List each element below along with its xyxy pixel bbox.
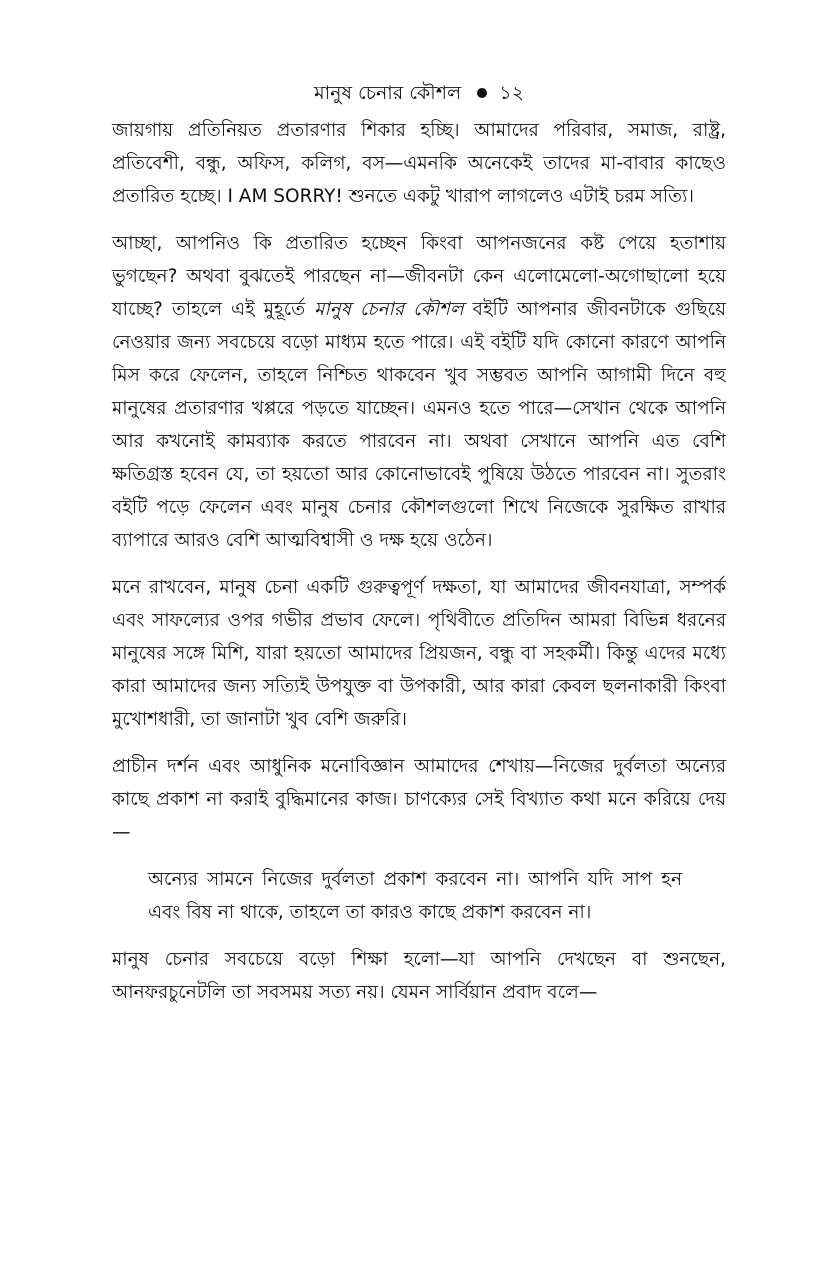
paragraph-2 <box>112 227 726 557</box>
paragraph-1: জায়গায় প্রতিনিয়ত প্রতারণার শিকার হচ্ছি। আমাদের পরিবার, সমাজ, রাষ্ট্র, প্রতিবেশী, বন্ধু, অফিস, কলিগ, বস—এমনকি অনেকেই তাদের মা-বাবার কাছেও প্রতারিত হচ্ছে। I AM SORRY! শুনতে একটু খারাপ লাগলেও এটাই চরম সত্যি। <box>112 120 726 207</box>
paragraph-2-before-italic: আচ্ছা, আপনিও কি প্রতারিত হচ্ছেন কিংবা আপনজনের কষ্ট পেয়ে হতাশায় ভুগছেন? অথবা বুঝতেই পারছেন না—জীবনটা কেন এলোমেলো-অগোছালো হয়ে যাচ্ছে? তাহলে এই মুহূর্তে <box>112 233 726 320</box>
paragraph-2-after-italic: বইটি আপনার জীবনটাকে গুছিয়ে নেওয়ার জন্য সবচেয়ে বড়ো মাধ্যম হতে পারে। এই বইটি যদি কোনো কারণে আপনি মিস করে ফেলেন, তাহলে নিশ্চিত থাকবেন খুব সম্ভবত আপনি আগামী দিনে বহু মানুষের প্রতারণার খপ্পরে পড়তে যাচ্ছেন। এমনও হতে পারে—সেখান থেকে আপনি আর কখনোই কামব্যাক করতে পারবেন না। অথবা সেখানে আপনি এত বেশি ক্ষতিগ্রস্ত হবেন যে, তা হয়তো আর কোনোভাবেই পুষিয়ে উঠতে পারবেন না। সুতরাং বইটি পড়ে ফেলেন এবং মানুষ চেনার কৌশলগুলো শিখে নিজেকে সুরক্ষিত রাখার ব্যাপারে আরও বেশি আত্মবিশ্বাসী ও দক্ষ হয়ে ওঠেন। <box>112 299 727 551</box>
block-quote: অন্যের সামনে নিজের দুর্বলতা প্রকাশ করবেন না। আপনি যদি সাপ হন এবং বিষ না থাকে, তাহলে তা কারও কাছে প্রকাশ করবেন না। <box>148 869 682 923</box>
book-title: মানুষ চেনার কৌশল <box>314 82 462 104</box>
bullet-dot-icon <box>477 88 487 98</box>
paragraph-3: মনে রাখবেন, মানুষ চেনা একটি গুরুত্বপূর্ণ দক্ষতা, যা আমাদের জীবনযাত্রা, সম্পর্ক এবং সাফল্যের ওপর গভীর প্রভাব ফেলে। পৃথিবীতে প্রতিদিন আমরা বিভিন্ন ধরনের মানুষের সঙ্গে মিশি, যারা হয়তো আমাদের প্রিয়জন, বন্ধু বা সহকর্মী। কিন্তু এদের মধ্যে কারা আমাদের জন্য সত্যিই উপযুক্ত বা উপকারী, আর কারা কেবল ছলনাকারী কিংবা মুখোশধারী, তা জানাটা খুব বেশি জরুরি। <box>112 577 726 730</box>
running-header <box>112 78 726 108</box>
page-number: ১২ <box>499 82 524 104</box>
paragraph-4: প্রাচীন দর্শন এবং আধুনিক মনোবিজ্ঞান আমাদের শেখায়—নিজের দুর্বলতা অন্যের কাছে প্রকাশ না করাই বুদ্ধিমানের কাজ। চাণক্যের সেই বিখ্যাত কথা মনে করিয়ে দেয়— <box>112 756 726 843</box>
book-page <box>112 78 726 1023</box>
paragraph-5: মানুষ চেনার সবচেয়ে বড়ো শিক্ষা হলো—যা আপনি দেখছেন বা শুনছেন, আনফরচুনেটলি তা সবসময় সত্য নয়। যেমন সার্বিয়ান প্রবাদ বলে— <box>112 949 726 1003</box>
book-title-italic: মানুষ চেনার কৌশল <box>314 299 464 320</box>
